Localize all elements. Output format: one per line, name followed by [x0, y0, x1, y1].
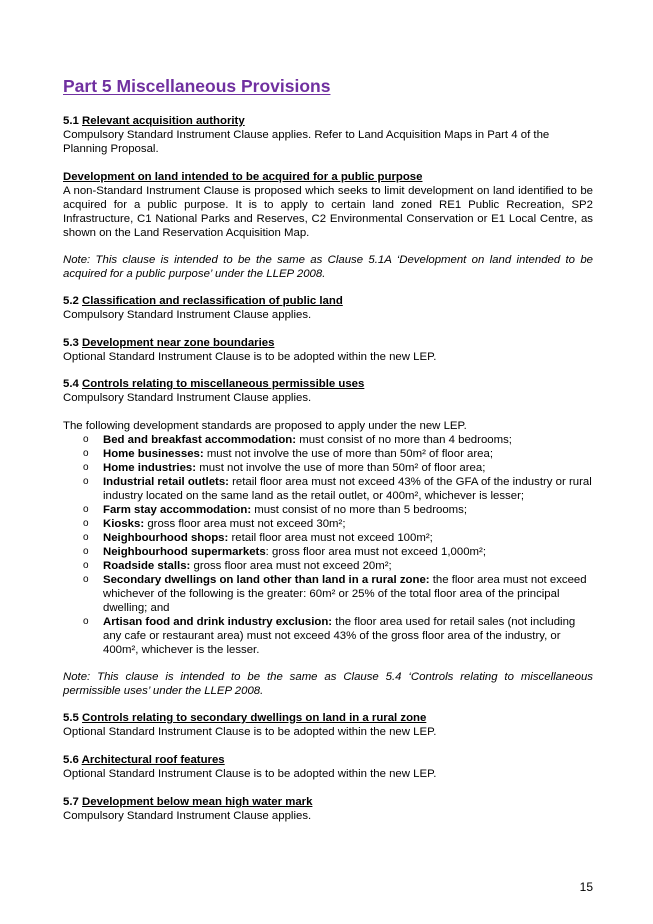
section-heading [63, 711, 593, 725]
section-5-1 [63, 114, 593, 156]
standard-term: Kiosks: [103, 518, 145, 530]
standard-text: the floor area must not exceed whichever of the following is the greater: 60m² or 25% of the total floor area of the principal dwelling; and [103, 574, 587, 614]
note: Note: This clause is intended to be the same as Clause 5.1A ‘Development on land intended to be acquired for a public purpose’ under the LLEP 2008. [63, 254, 593, 280]
section-heading [63, 795, 593, 809]
standard-text: must consist of no more than 5 bedrooms; [251, 504, 468, 516]
standard-term: Home industries: [103, 462, 197, 474]
standard-text: must not involve the use of more than 50m² of floor area; [196, 462, 486, 474]
section-number: 5.1 [63, 115, 79, 127]
bullet-icon: o [83, 532, 89, 543]
standard-list-item [63, 433, 593, 447]
section-title: Development near zone boundaries [82, 337, 275, 349]
standard-text: gross floor area must not exceed 20m²; [190, 560, 392, 572]
section-number: 5.6 [63, 754, 79, 766]
bullet-icon: o [83, 448, 89, 459]
section-heading [63, 114, 593, 128]
section-heading [63, 377, 593, 391]
section-5-6 [63, 753, 593, 781]
standard-term: Neighbourhood supermarkets [103, 546, 266, 558]
section-heading [63, 294, 593, 308]
standard-term: Bed and breakfast accommodation: [103, 434, 297, 446]
standard-text: : gross floor area must not exceed 1,000m²; [265, 546, 486, 558]
section-body: Optional Standard Instrument Clause is to be adopted within the new LEP. [63, 351, 437, 363]
section-5-5 [63, 711, 593, 739]
standard-list-item [63, 545, 593, 559]
standard-list-item [63, 461, 593, 475]
standard-term: Farm stay accommodation: [103, 504, 252, 516]
section-number: 5.3 [63, 337, 79, 349]
section-title: Controls relating to miscellaneous permissible uses [82, 378, 365, 390]
standard-text: must consist of no more than 4 bedrooms; [296, 434, 512, 446]
page-number: 15 [579, 880, 593, 894]
bullet-icon: o [83, 518, 89, 529]
section-5-3 [63, 336, 593, 364]
section-dev-public-purpose [63, 170, 593, 240]
section-number: 5.7 [63, 796, 79, 808]
section-title: Relevant acquisition authority [82, 115, 245, 127]
section-5-2 [63, 294, 593, 322]
page-title: Part 5 Miscellaneous Provisions [63, 76, 331, 96]
standard-list-item [63, 447, 593, 461]
standard-term: Neighbourhood shops: [103, 532, 229, 544]
section-body: Optional Standard Instrument Clause is to be adopted within the new LEP. [63, 726, 437, 738]
section-body: Compulsory Standard Instrument Clause applies. [63, 309, 312, 321]
standard-text: retail floor area must not exceed 100m²; [228, 532, 433, 544]
section-5-7 [63, 795, 593, 823]
section-number: 5.4 [63, 378, 79, 390]
standard-text: the floor area used for retail sales (not including any cafe or restaurant area) must not exceed 43% of the gross floor area of the industry, or 400m², whichever is the lesser. [103, 616, 576, 656]
section-title: Development on land intended to be acquired for a public purpose [63, 171, 423, 183]
standards-block [63, 419, 593, 657]
standard-list-item [63, 517, 593, 531]
standard-list-item [63, 531, 593, 545]
standard-term: Secondary dwellings on land other than land in a rural zone: [103, 574, 430, 586]
bullet-icon: o [83, 434, 89, 445]
standards-intro: The following development standards are proposed to apply under the new LEP. [63, 420, 467, 432]
standard-text: gross floor area must not exceed 30m²; [144, 518, 346, 530]
standard-list-item [63, 475, 593, 503]
standard-term: Roadside stalls: [103, 560, 191, 572]
section-heading [63, 336, 593, 350]
standard-list-item [63, 559, 593, 573]
bullet-icon: o [83, 504, 89, 515]
bullet-icon: o [83, 476, 89, 487]
standards-list [63, 433, 593, 657]
bullet-icon: o [83, 462, 89, 473]
standard-list-item [63, 573, 593, 615]
section-body: Optional Standard Instrument Clause is to be adopted within the new LEP. [63, 768, 437, 780]
standard-term: Home businesses: [103, 448, 204, 460]
section-title: Classification and reclassification of public land [82, 295, 343, 307]
standard-text: retail floor area must not exceed 43% of the GFA of the industry or rural industry located on the same land as the retail outlet, or 400m², whichever is lesser; [103, 476, 592, 502]
section-heading [63, 753, 593, 767]
section-body: Compulsory Standard Instrument Clause applies. Refer to Land Acquisition Maps in Part 4 of the Planning Proposal. [63, 129, 550, 155]
standard-term: Industrial retail outlets: [103, 476, 229, 488]
section-number: 5.2 [63, 295, 79, 307]
section-5-4 [63, 377, 593, 405]
section-title: Development below mean high water mark [82, 796, 313, 808]
section-number: 5.5 [63, 712, 79, 724]
section-body: A non-Standard Instrument Clause is proposed which seeks to limit development on land identified to be acquired for a public purpose. It is to apply to certain land zoned RE1 Public Recreation, SP2 Infrastructure, C1 National Parks and Reserves, C2 Environmental Conservation or E1 Local Centre, as shown on the Land Reservation Acquisition Map. [63, 185, 593, 239]
bullet-icon: o [83, 574, 89, 585]
standard-text: must not involve the use of more than 50m² of floor area; [203, 448, 493, 460]
section-body: Compulsory Standard Instrument Clause applies. [63, 810, 312, 822]
section-title: Controls relating to secondary dwellings on land in a rural zone [82, 712, 427, 724]
standard-list-item [63, 615, 593, 657]
section-body: Compulsory Standard Instrument Clause applies. [63, 392, 312, 404]
bullet-icon: o [83, 546, 89, 557]
bullet-icon: o [83, 616, 89, 627]
note: Note: This clause is intended to be the same as Clause 5.4 ‘Controls relating to miscellaneous permissible uses’ under the LLEP 2008. [63, 671, 593, 697]
standard-list-item [63, 503, 593, 517]
bullet-icon: o [83, 560, 89, 571]
section-title: Architectural roof features [81, 754, 225, 766]
standard-term: Artisan food and drink industry exclusion: [103, 616, 333, 628]
